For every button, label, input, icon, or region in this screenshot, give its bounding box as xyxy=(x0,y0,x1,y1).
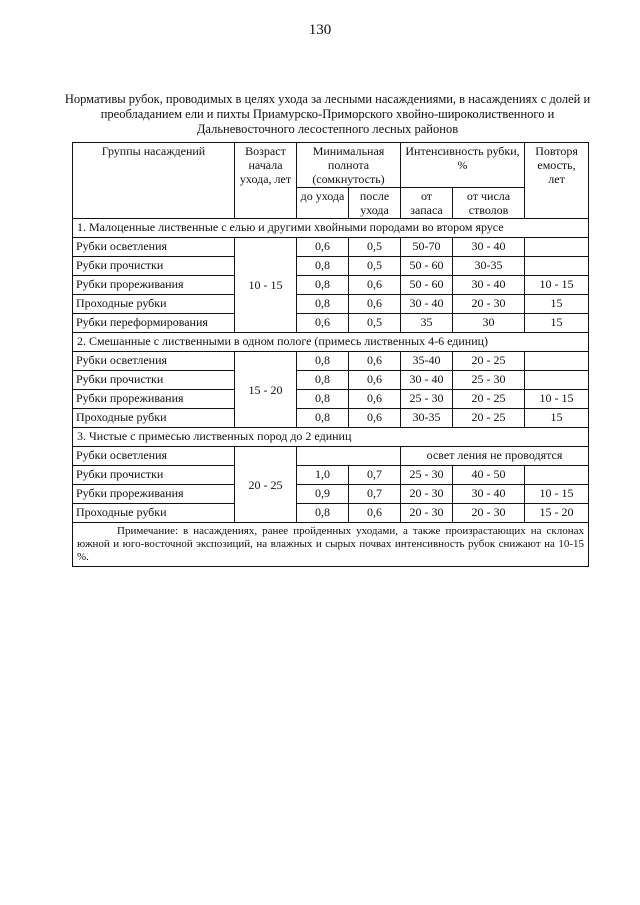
repeat-cell xyxy=(525,352,589,371)
merged-note-cell: освет ления не проводятся xyxy=(401,447,589,466)
intensity-stock-cell: 20 - 30 xyxy=(401,504,453,523)
header-intensity: Интенсивность рубки, % xyxy=(401,143,525,188)
repeat-cell xyxy=(525,466,589,485)
intensity-trees-cell: 30-35 xyxy=(453,257,525,276)
note-row xyxy=(73,523,589,567)
intensity-trees-cell: 20 - 30 xyxy=(453,504,525,523)
header-repeat: Повторя емость, лет xyxy=(525,143,589,219)
section-title: 1. Малоценные лиственные с елью и другими хвойными породами во втором ярусе xyxy=(73,219,589,238)
density-before-cell: 0,8 xyxy=(297,257,349,276)
density-after-cell: 0,6 xyxy=(349,390,401,409)
repeat-cell xyxy=(525,257,589,276)
table-row xyxy=(73,257,589,276)
title-line-3: Дальневосточного лесостепного лесных районов xyxy=(196,122,459,136)
repeat-cell: 10 - 15 xyxy=(525,276,589,295)
table-row xyxy=(73,238,589,257)
density-before-cell: 0,6 xyxy=(297,314,349,333)
note-cell xyxy=(73,523,589,567)
table-row xyxy=(73,371,589,390)
repeat-cell xyxy=(525,371,589,390)
group-name-cell: Проходные рубки xyxy=(73,504,235,523)
group-name-cell: Рубки переформирования xyxy=(73,314,235,333)
norms-table xyxy=(72,142,589,567)
repeat-cell xyxy=(525,238,589,257)
table-row xyxy=(73,352,589,371)
age-cell: 15 - 20 xyxy=(235,352,297,428)
intensity-stock-cell: 20 - 30 xyxy=(401,485,453,504)
repeat-cell: 15 xyxy=(525,314,589,333)
group-name-cell: Рубки прочистки xyxy=(73,257,235,276)
header-group: Группы насаждений xyxy=(73,143,235,219)
age-cell: 20 - 25 xyxy=(235,447,297,523)
density-after-cell: 0,6 xyxy=(349,276,401,295)
table-row xyxy=(73,409,589,428)
note-text: Примечание: в насаждениях, ранее пройденных уходами, а также произрастающих на склонах южной и юго-восточной экспозиций, на влажных и сырых почвах интенсивность рубок снижают на 10-15 %. xyxy=(77,525,585,563)
table-row xyxy=(73,466,589,485)
density-after-cell: 0,6 xyxy=(349,352,401,371)
group-name-cell: Рубки осветления xyxy=(73,447,235,466)
section-row xyxy=(73,219,589,238)
header-before: до ухода xyxy=(297,188,349,219)
density-before-cell: 0,6 xyxy=(297,238,349,257)
section-row xyxy=(73,428,589,447)
group-name-cell: Рубки прочистки xyxy=(73,466,235,485)
table-row xyxy=(73,276,589,295)
header-min-density: Минимальная полнота (сомкнутость) xyxy=(297,143,401,188)
density-before-cell: 0,8 xyxy=(297,390,349,409)
group-name-cell: Проходные рубки xyxy=(73,409,235,428)
density-before-cell: 0,8 xyxy=(297,504,349,523)
intensity-stock-cell: 30 - 40 xyxy=(401,295,453,314)
intensity-trees-cell: 30 xyxy=(453,314,525,333)
section-title: 3. Чистые с примесью лиственных пород до 2 единиц xyxy=(73,428,589,447)
density-after-cell: 0,6 xyxy=(349,371,401,390)
intensity-trees-cell: 20 - 25 xyxy=(453,352,525,371)
density-after-cell: 0,5 xyxy=(349,257,401,276)
intensity-trees-cell: 30 - 40 xyxy=(453,238,525,257)
intensity-stock-cell: 25 - 30 xyxy=(401,390,453,409)
density-before-cell: 1,0 xyxy=(297,466,349,485)
table-row xyxy=(73,390,589,409)
repeat-cell: 15 xyxy=(525,295,589,314)
intensity-trees-cell: 30 - 40 xyxy=(453,276,525,295)
repeat-cell: 15 - 20 xyxy=(525,504,589,523)
repeat-cell: 10 - 15 xyxy=(525,485,589,504)
table-row xyxy=(73,314,589,333)
density-before-cell: 0,8 xyxy=(297,295,349,314)
table-row xyxy=(73,485,589,504)
intensity-trees-cell: 25 - 30 xyxy=(453,371,525,390)
density-after-cell: 0,7 xyxy=(349,485,401,504)
intensity-stock-cell: 50-70 xyxy=(401,238,453,257)
group-name-cell: Рубки прореживания xyxy=(73,390,235,409)
density-before-cell: 0,8 xyxy=(297,352,349,371)
density-before-cell: 0,9 xyxy=(297,485,349,504)
group-name-cell: Рубки осветления xyxy=(73,238,235,257)
table-row xyxy=(73,295,589,314)
header-from-stock: от запаса xyxy=(401,188,453,219)
table-body xyxy=(73,219,589,523)
intensity-stock-cell: 30-35 xyxy=(401,409,453,428)
repeat-cell: 10 - 15 xyxy=(525,390,589,409)
document-title xyxy=(55,92,600,137)
table-row xyxy=(73,504,589,523)
section-row xyxy=(73,333,589,352)
intensity-trees-cell: 30 - 40 xyxy=(453,485,525,504)
table-row xyxy=(73,447,589,466)
density-after-cell: 0,6 xyxy=(349,409,401,428)
intensity-stock-cell: 50 - 60 xyxy=(401,257,453,276)
intensity-trees-cell: 20 - 30 xyxy=(453,295,525,314)
age-cell: 10 - 15 xyxy=(235,238,297,333)
group-name-cell: Рубки осветления xyxy=(73,352,235,371)
group-name-cell: Рубки прореживания xyxy=(73,276,235,295)
page-number: 130 xyxy=(308,22,332,38)
group-name-cell: Проходные рубки xyxy=(73,295,235,314)
density-after-cell: 0,6 xyxy=(349,295,401,314)
density-before-cell: 0,8 xyxy=(297,371,349,390)
intensity-stock-cell: 50 - 60 xyxy=(401,276,453,295)
title-line-2: преобладанием ели и пихты Приамурско-Приморского хвойно-широколиственного и xyxy=(100,107,555,121)
title-line-1: Нормативы рубок, проводимых в целях ухода за лесными насаждениями, в насаждениях с долей и xyxy=(64,92,591,106)
intensity-trees-cell: 20 - 25 xyxy=(453,390,525,409)
density-before-cell: 0,8 xyxy=(297,276,349,295)
intensity-stock-cell: 25 - 30 xyxy=(401,466,453,485)
header-row-1 xyxy=(73,143,589,188)
header-after: после ухода xyxy=(349,188,401,219)
density-after-cell: 0,5 xyxy=(349,238,401,257)
header-from-trees: от числа стволов xyxy=(453,188,525,219)
intensity-trees-cell: 40 - 50 xyxy=(453,466,525,485)
intensity-stock-cell: 30 - 40 xyxy=(401,371,453,390)
intensity-trees-cell: 20 - 25 xyxy=(453,409,525,428)
density-before-cell: 0,8 xyxy=(297,409,349,428)
repeat-cell: 15 xyxy=(525,409,589,428)
density-after-cell: 0,6 xyxy=(349,504,401,523)
section-title: 2. Смешанные с лиственными в одном пологе (примесь лиственных 4-6 единиц) xyxy=(73,333,589,352)
group-name-cell: Рубки прочистки xyxy=(73,371,235,390)
density-after-cell: 0,7 xyxy=(349,466,401,485)
density-after-cell: 0,5 xyxy=(349,314,401,333)
intensity-stock-cell: 35 xyxy=(401,314,453,333)
header-age: Возраст начала ухода, лет xyxy=(235,143,297,219)
empty-cell xyxy=(297,447,401,466)
intensity-stock-cell: 35-40 xyxy=(401,352,453,371)
group-name-cell: Рубки прореживания xyxy=(73,485,235,504)
